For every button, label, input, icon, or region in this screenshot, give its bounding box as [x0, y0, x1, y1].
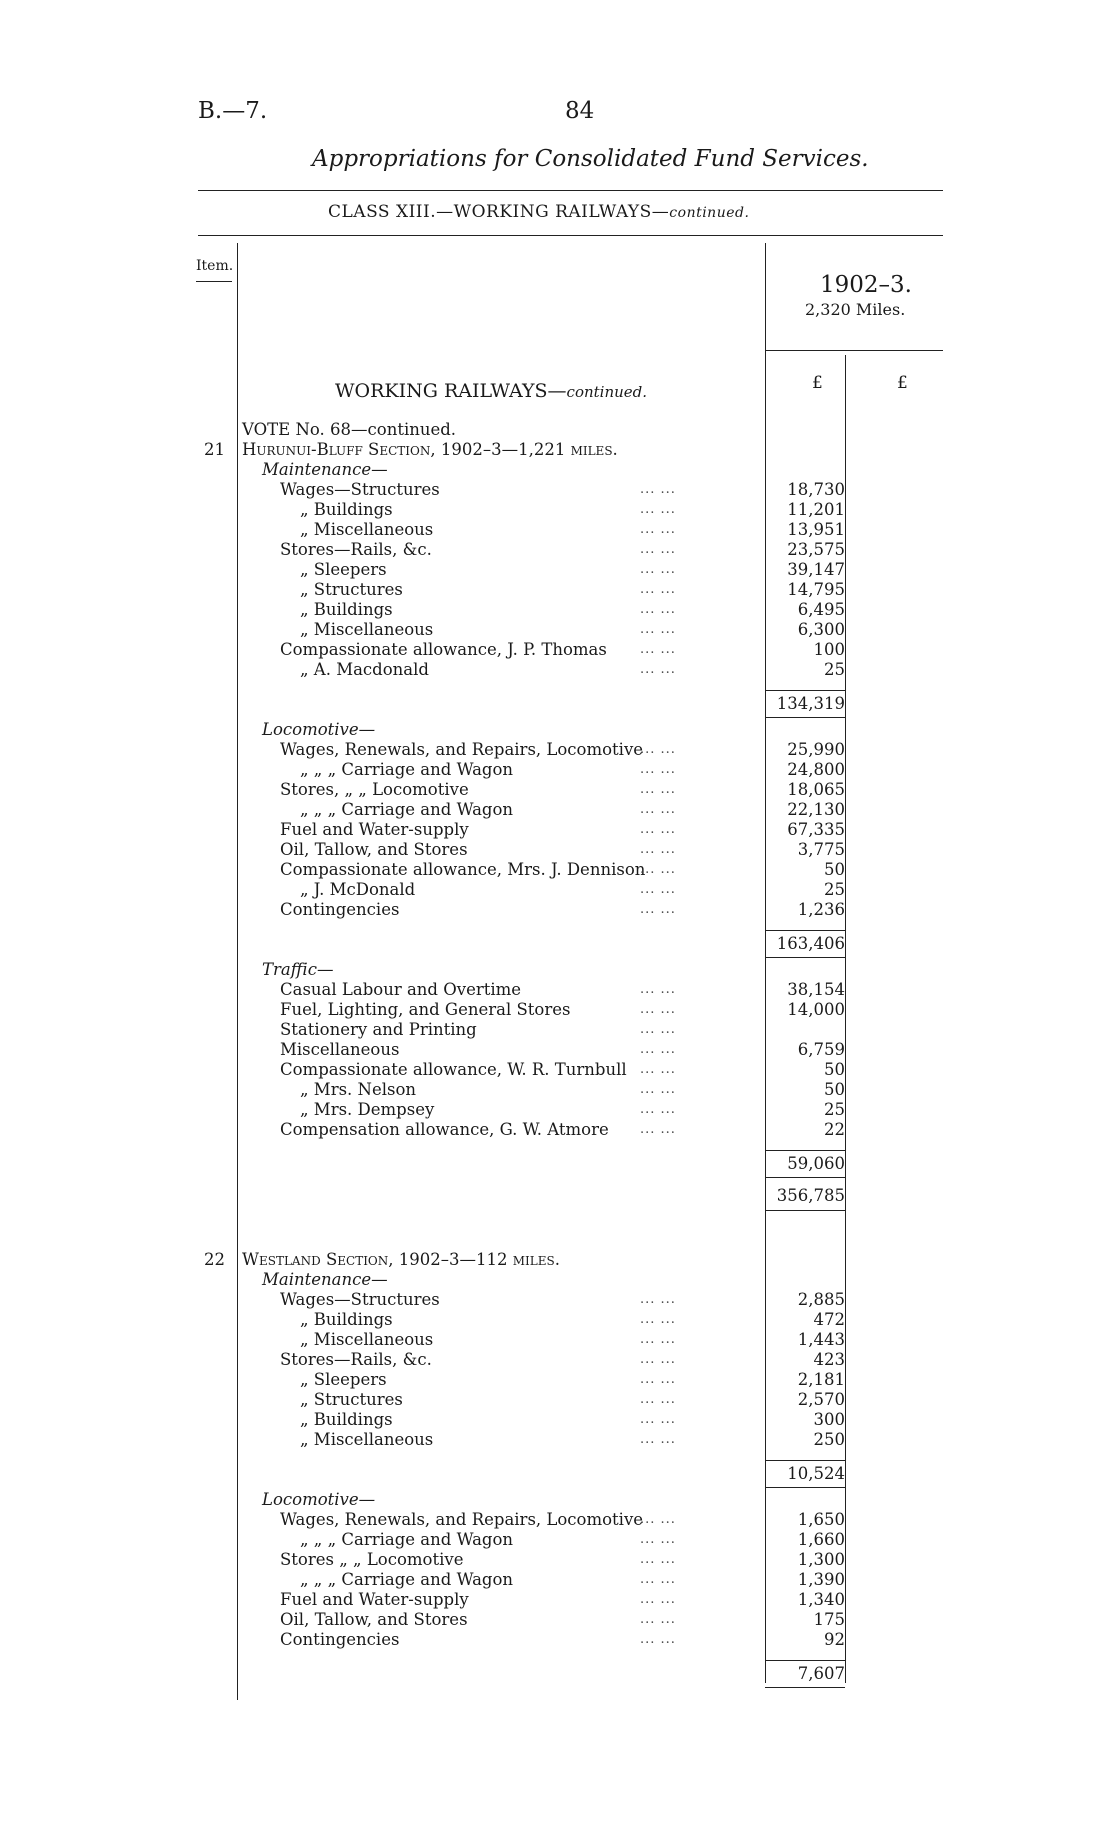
- line-item-label: Wages—Structures: [280, 1290, 440, 1309]
- leader-dots: ... ...: [640, 1592, 676, 1607]
- leader-dots: ... ...: [640, 562, 676, 577]
- leader-dots: ... ...: [640, 522, 676, 537]
- table-top-rule: [198, 235, 943, 236]
- line-item: [200, 1310, 850, 1330]
- line-item-label: Oil, Tallow, and Stores: [280, 1610, 468, 1629]
- line-item-label: „ Miscellaneous: [300, 520, 434, 539]
- leader-dots: ... ...: [640, 802, 676, 817]
- line-item: [200, 980, 850, 1000]
- subtotal-rule-bottom: [765, 1177, 845, 1178]
- line-item-amount: 39,147: [787, 560, 845, 579]
- page-title: Appropriations for Consolidated Fund Services.: [312, 146, 869, 172]
- leader-dots: ... ...: [640, 1372, 676, 1387]
- line-item: [200, 1610, 850, 1630]
- leader-dots: ... ...: [640, 1392, 676, 1407]
- line-item: [200, 1000, 850, 1020]
- line-item: [200, 1100, 850, 1120]
- line-item-label: „ Buildings: [300, 1410, 393, 1429]
- leader-dots: ... ...: [640, 622, 676, 637]
- line-item: [200, 1630, 850, 1650]
- line-item: [200, 1350, 850, 1370]
- subtotal-rule: [765, 1150, 845, 1151]
- line-item-label: Wages—Structures: [280, 480, 440, 499]
- line-item-amount: 50: [824, 1060, 845, 1079]
- line-item: [200, 1120, 850, 1140]
- section-heading: Hurunui-Bluff Section, 1902–3—1,221 miles.: [242, 440, 618, 459]
- year-heading-rule: [765, 350, 943, 351]
- leader-dots: ... ...: [640, 882, 676, 897]
- line-item-label: „ Structures: [300, 1390, 403, 1409]
- line-item-label: Wages, Renewals, and Repairs, Locomotive: [280, 740, 644, 759]
- line-item-amount: 25: [824, 1100, 845, 1119]
- line-item: [200, 1550, 850, 1570]
- line-item: [200, 1040, 850, 1060]
- line-item-label: „ Mrs. Dempsey: [300, 1100, 435, 1119]
- leader-dots: ... ...: [640, 1432, 676, 1447]
- leader-dots: ... ...: [640, 742, 676, 757]
- line-item: [200, 840, 850, 860]
- pound-sign-1: £: [812, 373, 823, 393]
- subtotal-rule-bottom: [765, 1487, 845, 1488]
- line-item: [200, 860, 850, 880]
- line-item-amount: 423: [813, 1350, 845, 1369]
- leader-dots: ... ...: [640, 482, 676, 497]
- line-item-amount: 23,575: [787, 540, 845, 559]
- line-item-amount: 6,300: [797, 620, 845, 639]
- leader-dots: ... ...: [640, 842, 676, 857]
- line-item-label: Compassionate allowance, J. P. Thomas: [280, 640, 607, 659]
- line-item-label: Fuel, Lighting, and General Stores: [280, 1000, 571, 1019]
- line-item: [200, 760, 850, 780]
- group-heading: Maintenance—: [262, 460, 388, 479]
- group-heading: Locomotive—: [262, 720, 376, 739]
- line-item: [200, 740, 850, 760]
- item-number: 21: [204, 440, 225, 459]
- item-label-rule: [196, 281, 232, 282]
- line-item: [200, 1080, 850, 1100]
- leader-dots: ... ...: [640, 1632, 676, 1647]
- line-item-amount: 14,000: [787, 1000, 845, 1019]
- page-number: 84: [565, 98, 595, 124]
- leader-dots: ... ...: [640, 542, 676, 557]
- leader-dots: ... ...: [640, 822, 676, 837]
- line-item-amount: 3,775: [797, 840, 845, 859]
- section-title-text: WORKING RAILWAYS—: [335, 380, 567, 402]
- line-item: [200, 1590, 850, 1610]
- line-item-label: „ Miscellaneous: [300, 1430, 434, 1449]
- line-item: [200, 1410, 850, 1430]
- title-rule: [198, 190, 943, 191]
- line-item-label: Stores—Rails, &c.: [280, 540, 432, 559]
- line-item-label: Fuel and Water-supply: [280, 1590, 469, 1609]
- line-item-label: „ Structures: [300, 580, 403, 599]
- line-item-amount: 11,201: [787, 500, 845, 519]
- line-item: [200, 640, 850, 660]
- leader-dots: ... ...: [640, 762, 676, 777]
- group-total: 59,060: [787, 1154, 845, 1173]
- line-item-label: Compensation allowance, G. W. Atmore: [280, 1120, 609, 1139]
- line-item: [200, 660, 850, 680]
- leader-dots: ... ...: [640, 902, 676, 917]
- line-item-label: „ Buildings: [300, 1310, 393, 1329]
- leader-dots: ... ...: [640, 782, 676, 797]
- line-item: [200, 560, 850, 580]
- line-item-label: „ Sleepers: [300, 560, 387, 579]
- class-title-text: CLASS XIII.—WORKING RAILWAYS—: [328, 202, 670, 222]
- line-item-label: „ Mrs. Nelson: [300, 1080, 417, 1099]
- line-item-label: Fuel and Water-supply: [280, 820, 469, 839]
- leader-dots: ... ...: [640, 642, 676, 657]
- line-item-amount: 50: [824, 1080, 845, 1099]
- line-item: [200, 1330, 850, 1350]
- line-item: [200, 880, 850, 900]
- line-item-label: Contingencies: [280, 900, 400, 919]
- line-item-label: Contingencies: [280, 1630, 400, 1649]
- line-item: [200, 500, 850, 520]
- leader-dots: ... ...: [640, 1552, 676, 1567]
- class-title-cont: continued.: [669, 205, 750, 221]
- line-item-label: Compassionate allowance, Mrs. J. Dennison: [280, 860, 646, 879]
- item-column-rule: [237, 243, 238, 1700]
- line-item: [200, 1060, 850, 1080]
- group-total: 134,319: [776, 694, 845, 713]
- subtotal-rule: [765, 1660, 845, 1661]
- line-item-amount: 175: [813, 1610, 845, 1629]
- leader-dots: ... ...: [640, 1102, 676, 1117]
- line-item-amount: 2,570: [797, 1390, 845, 1409]
- line-item-amount: 2,885: [797, 1290, 845, 1309]
- line-item: [200, 820, 850, 840]
- line-item-amount: 14,795: [787, 580, 845, 599]
- line-item: [200, 480, 850, 500]
- group-heading: Traffic—: [262, 960, 334, 979]
- line-item-label: „ „ „ Carriage and Wagon: [300, 800, 514, 819]
- vote-line: VOTE No. 68—continued.: [242, 420, 457, 439]
- leader-dots: ... ...: [640, 1612, 676, 1627]
- line-item-amount: 6,759: [797, 1040, 845, 1059]
- class-title: [328, 202, 749, 222]
- year-heading: 1902–3.: [820, 272, 912, 298]
- subtotal-rule-bottom: [765, 1687, 845, 1688]
- leader-dots: ... ...: [640, 1332, 676, 1347]
- subtotal-rule: [765, 1460, 845, 1461]
- line-item-label: Stores, „ „ Locomotive: [280, 780, 469, 799]
- line-item-label: Stores „ „ Locomotive: [280, 1550, 464, 1569]
- section-title-cont: continued.: [566, 383, 648, 401]
- line-item: [200, 780, 850, 800]
- leader-dots: ... ...: [640, 1062, 676, 1077]
- miles-heading: 2,320 Miles.: [805, 300, 906, 319]
- line-item-amount: 250: [813, 1430, 845, 1449]
- line-item-label: Compassionate allowance, W. R. Turnbull: [280, 1060, 627, 1079]
- leader-dots: ... ...: [640, 1292, 676, 1307]
- line-item-amount: 1,443: [797, 1330, 845, 1349]
- item-column-label: Item.: [196, 258, 234, 274]
- line-item-label: „ „ „ Carriage and Wagon: [300, 760, 514, 779]
- line-item-amount: 1,390: [797, 1570, 845, 1589]
- line-item: [200, 900, 850, 920]
- line-item-amount: 50: [824, 860, 845, 879]
- leader-dots: ... ...: [640, 662, 676, 677]
- subtotal-rule: [765, 930, 845, 931]
- line-item: [200, 600, 850, 620]
- leader-dots: ... ...: [640, 982, 676, 997]
- line-item-label: „ Miscellaneous: [300, 620, 434, 639]
- line-item-label: „ Buildings: [300, 600, 393, 619]
- line-item-label: Miscellaneous: [280, 1040, 400, 1059]
- line-item: [200, 1530, 850, 1550]
- line-item-amount: 1,300: [797, 1550, 845, 1569]
- line-item-label: Casual Labour and Overtime: [280, 980, 522, 999]
- leader-dots: ... ...: [640, 1512, 676, 1527]
- line-item: [200, 1390, 850, 1410]
- group-total: 7,607: [797, 1664, 845, 1683]
- grand-total: 356,785: [776, 1186, 845, 1205]
- leader-dots: ... ...: [640, 1122, 676, 1137]
- line-item-label: „ „ „ Carriage and Wagon: [300, 1570, 514, 1589]
- item-number: 22: [204, 1250, 225, 1269]
- leader-dots: ... ...: [640, 862, 676, 877]
- line-item: [200, 540, 850, 560]
- line-item: [200, 520, 850, 540]
- line-item-amount: 18,065: [787, 780, 845, 799]
- line-item-amount: 1,340: [797, 1590, 845, 1609]
- line-item: [200, 1290, 850, 1310]
- line-item-label: „ Sleepers: [300, 1370, 387, 1389]
- line-item: [200, 1020, 850, 1040]
- group-total: 10,524: [787, 1464, 845, 1483]
- leader-dots: ... ...: [640, 1002, 676, 1017]
- leader-dots: ... ...: [640, 1572, 676, 1587]
- line-item-label: Oil, Tallow, and Stores: [280, 840, 468, 859]
- line-item: [200, 620, 850, 640]
- group-heading: Locomotive—: [262, 1490, 376, 1509]
- line-item-amount: 18,730: [787, 480, 845, 499]
- line-item: [200, 1510, 850, 1530]
- line-item-label: „ A. Macdonald: [300, 660, 429, 679]
- leader-dots: ... ...: [640, 502, 676, 517]
- line-item-label: Stationery and Printing: [280, 1020, 477, 1039]
- leader-dots: ... ...: [640, 1352, 676, 1367]
- line-item: [200, 800, 850, 820]
- leader-dots: ... ...: [640, 1412, 676, 1427]
- line-item-amount: 13,951: [787, 520, 845, 539]
- leader-dots: ... ...: [640, 1312, 676, 1327]
- line-item-label: „ J. McDonald: [300, 880, 416, 899]
- leader-dots: ... ...: [640, 582, 676, 597]
- group-total: 163,406: [776, 934, 845, 953]
- line-item-amount: 1,650: [797, 1510, 845, 1529]
- line-item-label: Stores—Rails, &c.: [280, 1350, 432, 1369]
- line-item: [200, 1430, 850, 1450]
- line-item-amount: 472: [813, 1310, 845, 1329]
- line-item-amount: 1,660: [797, 1530, 845, 1549]
- section-title: [335, 380, 647, 402]
- leader-dots: ... ...: [640, 1042, 676, 1057]
- section-heading: Westland Section, 1902–3—112 miles.: [242, 1250, 560, 1269]
- line-item-amount: 25: [824, 660, 845, 679]
- line-item-amount: 6,495: [797, 600, 845, 619]
- line-item-label: „ Buildings: [300, 500, 393, 519]
- subtotal-rule-bottom: [765, 957, 845, 958]
- subtotal-rule-bottom: [765, 717, 845, 718]
- line-item: [200, 1570, 850, 1590]
- line-item-amount: 25,990: [787, 740, 845, 759]
- leader-dots: ... ...: [640, 1022, 676, 1037]
- pound-sign-2: £: [897, 373, 908, 393]
- line-item-label: „ Miscellaneous: [300, 1330, 434, 1349]
- line-item-amount: 92: [824, 1630, 845, 1649]
- subtotal-rule: [765, 690, 845, 691]
- line-item-label: „ „ „ Carriage and Wagon: [300, 1530, 514, 1549]
- document-code: B.—7.: [198, 98, 268, 124]
- line-item-amount: 24,800: [787, 760, 845, 779]
- line-item-amount: 300: [813, 1410, 845, 1429]
- line-item-amount: 100: [813, 640, 845, 659]
- line-item-amount: 1,236: [797, 900, 845, 919]
- line-item-amount: 25: [824, 880, 845, 899]
- leader-dots: ... ...: [640, 602, 676, 617]
- group-heading: Maintenance—: [262, 1270, 388, 1289]
- line-item-amount: 2,181: [797, 1370, 845, 1389]
- leader-dots: ... ...: [640, 1532, 676, 1547]
- leader-dots: ... ...: [640, 1082, 676, 1097]
- line-item: [200, 580, 850, 600]
- grand-total-rule: [765, 1210, 845, 1211]
- line-item-amount: 22,130: [787, 800, 845, 819]
- line-item-label: Wages, Renewals, and Repairs, Locomotive: [280, 1510, 644, 1529]
- line-item-amount: 67,335: [787, 820, 845, 839]
- line-item: [200, 1370, 850, 1390]
- line-item-amount: 38,154: [787, 980, 845, 999]
- line-item-amount: 22: [824, 1120, 845, 1139]
